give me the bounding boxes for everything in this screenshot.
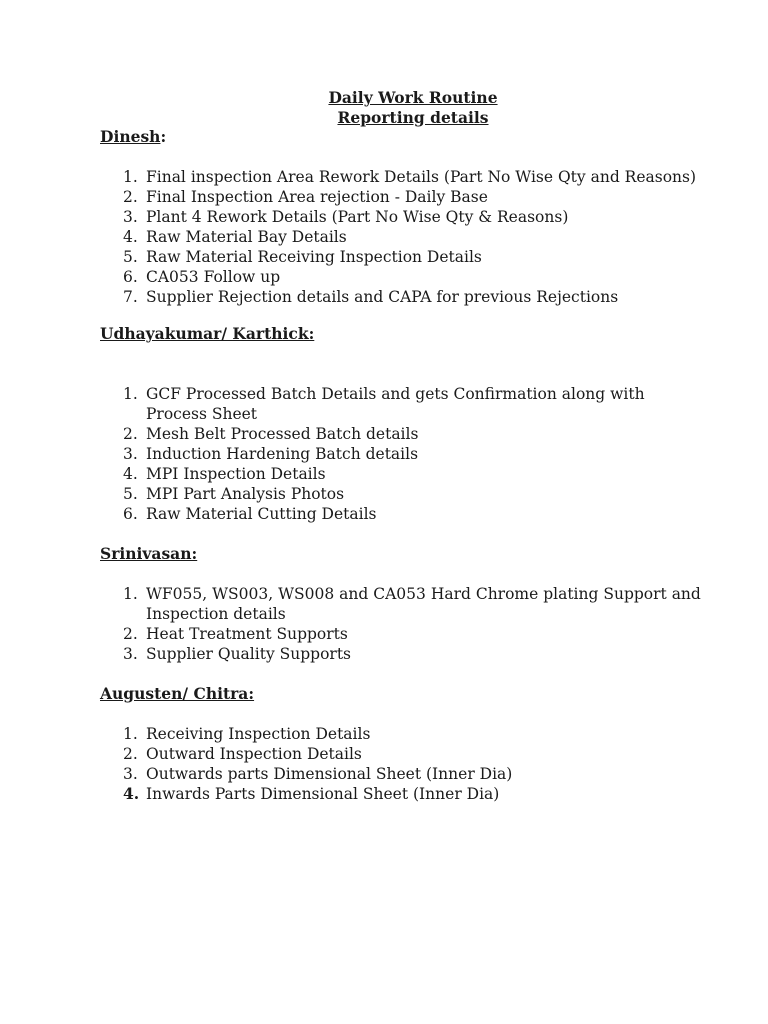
list-item-number: 4.	[123, 465, 138, 483]
section-heading-dinesh	[100, 127, 166, 147]
list-item-number: 4.	[123, 228, 138, 246]
list-item-number: 1.	[123, 168, 138, 186]
list-item	[100, 744, 710, 764]
list-item-number: 7.	[123, 288, 138, 306]
list-item-text: Supplier Quality Supports	[146, 645, 351, 663]
section-heading-augusten-chitra	[100, 684, 254, 704]
list-item-number: 5.	[123, 485, 138, 503]
list-item-text: Inwards Parts Dimensional Sheet (Inner Dia)	[146, 785, 500, 803]
list-item	[100, 764, 710, 784]
list-item-number: 3.	[123, 208, 138, 226]
document-title-block	[0, 88, 768, 128]
list-item-text: Heat Treatment Supports	[146, 625, 348, 643]
list-item-text: Outward Inspection Details	[146, 745, 362, 763]
list-item-text: Plant 4 Rework Details (Part No Wise Qty & Reasons)	[146, 208, 569, 226]
list-item-text: Raw Material Receiving Inspection Details	[146, 248, 482, 266]
list-item	[100, 247, 710, 267]
list-item-text: Induction Hardening Batch details	[146, 445, 419, 463]
section-heading-udhayakumar-karthick	[100, 324, 314, 344]
list-item-text: Raw Material Bay Details	[146, 228, 347, 246]
list-item	[100, 227, 710, 247]
section-name: Srinivasan:	[100, 544, 198, 563]
list-item	[100, 584, 710, 624]
list-item-text: Supplier Rejection details and CAPA for previous Rejections	[146, 288, 619, 306]
section-heading-srinivasan	[100, 544, 197, 564]
section-suffix: :	[160, 127, 167, 146]
list-item-text: Receiving Inspection Details	[146, 725, 371, 743]
list-item	[100, 207, 710, 227]
list-item-text: Final inspection Area Rework Details (Part No Wise Qty and Reasons)	[146, 168, 697, 186]
document-title: Daily Work Routine	[328, 88, 498, 107]
section-name: Udhayakumar/ Karthick:	[100, 324, 315, 343]
list-item-text: MPI Part Analysis Photos	[146, 485, 345, 503]
list-item-text: GCF Processed Batch Details and gets Confirmation along with Process Sheet	[146, 385, 645, 423]
section-name: Augusten/ Chitra:	[100, 684, 255, 703]
section-list-dinesh	[100, 167, 710, 307]
list-item-number: 1.	[123, 725, 138, 743]
list-item	[100, 444, 710, 464]
list-item-number: 6.	[123, 268, 138, 286]
document-subtitle: Reporting details	[337, 108, 489, 127]
list-item-number: 2.	[123, 425, 138, 443]
list-item	[100, 267, 710, 287]
list-item-text: CA053 Follow up	[146, 268, 281, 286]
list-item	[100, 504, 710, 524]
list-item-number: 4.	[123, 784, 140, 803]
list-item-number: 3.	[123, 765, 138, 783]
list-item	[100, 624, 710, 644]
list-item-text: Raw Material Cutting Details	[146, 505, 377, 523]
list-item	[100, 644, 710, 664]
list-item-number: 6.	[123, 505, 138, 523]
list-item	[100, 187, 710, 207]
list-item-number: 1.	[123, 585, 138, 603]
list-item-number: 2.	[123, 625, 138, 643]
list-item-text: MPI Inspection Details	[146, 465, 326, 483]
list-item-text: Outwards parts Dimensional Sheet (Inner Dia)	[146, 765, 513, 783]
section-list-augusten-chitra	[100, 724, 710, 804]
list-item	[100, 424, 710, 444]
section-name: Dinesh	[100, 127, 161, 146]
list-item-text: Final Inspection Area rejection - Daily Base	[146, 188, 488, 206]
list-item	[100, 724, 710, 744]
list-item	[100, 167, 710, 187]
list-item	[100, 784, 710, 804]
list-item	[100, 287, 710, 307]
list-item-number: 2.	[123, 745, 138, 763]
list-item-number: 3.	[123, 645, 138, 663]
list-item-number: 5.	[123, 248, 138, 266]
list-item-number: 2.	[123, 188, 138, 206]
list-item-number: 1.	[123, 385, 138, 403]
list-item-text: WF055, WS003, WS008 and CA053 Hard Chrome plating Support and Inspection details	[146, 585, 701, 623]
list-item	[100, 384, 710, 424]
section-list-udhayakumar-karthick	[100, 384, 710, 524]
list-item	[100, 484, 710, 504]
section-list-srinivasan	[100, 584, 710, 664]
list-item-text: Mesh Belt Processed Batch details	[146, 425, 419, 443]
list-item	[100, 464, 710, 484]
list-item-number: 3.	[123, 445, 138, 463]
